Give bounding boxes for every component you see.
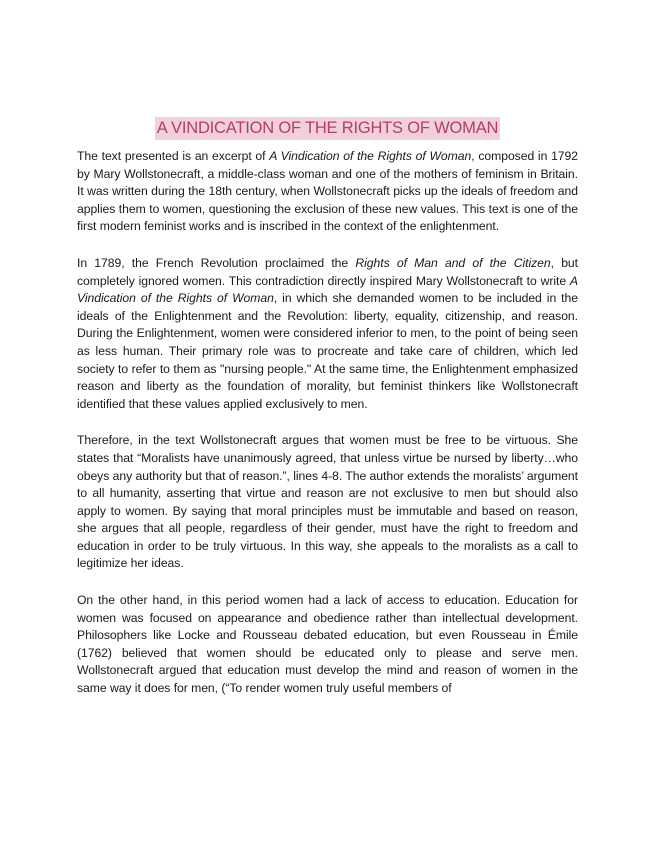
document-title	[0, 104, 655, 141]
paragraph-text: On the other hand, in this period women had a lack of access to education. Education for women was focused on appearance and obedience rather than intellectual development. Philosophers like Locke and Rousseau debated education, but even Rousseau in Émile (1762) believed that women should be educated only to please and serve men. Wollstonecraft argued that education must develop the mind and reason of women in the same way it does for men, (“To render women truly useful members of	[77, 593, 578, 696]
document-body	[77, 148, 578, 717]
paragraph-text: , but completely ignored women. This contradiction directly inspired Mary Wollstonecraft to write	[77, 255, 578, 288]
paragraph-argument	[77, 432, 578, 573]
paragraph-text: , in which she demanded women to be included in the ideals of the Enlightenment and the Revolution: liberty, equality, citizenship, and reason. During the Enlightenment, women were considered inferior to men, to the point of being seen as less human. Their primary role was to procreate and take care of children, which led society to refer to them as "nursing people." At the same time, the Enlightenment emphasized reason and liberty as the foundation of morality, but feminist thinkers like Wollstonecraft identified that these values applied exclusively to men.	[77, 291, 578, 411]
paragraph-text: , composed in 1792 by Mary Wollstonecraft, a middle-class woman and one of the mothers of feminism in Britain. It was written during the 18th century, when Wollstonecraft picks up the ideals of freedom and applies them to women, questioning the exclusion of these new values. This text is one of the first modern feminist works and is inscribed in the context of the enlightenment.	[77, 149, 578, 234]
book-title: A Vindication of the Rights of Woman	[269, 149, 472, 163]
declaration-title: Rights of Man and of the Citizen	[355, 255, 551, 270]
paragraph-context	[77, 255, 578, 413]
book-title: A Vindication of the Rights of Woman	[77, 273, 578, 306]
paragraph-education	[77, 592, 578, 698]
document-title-text: A VINDICATION OF THE RIGHTS OF WOMAN	[155, 117, 500, 140]
paragraph-text: The text presented is an excerpt of	[77, 149, 270, 163]
paragraph-text: Therefore, in the text Wollstonecraft argues that women must be free to be virtuous. She states that “Moralists have unanimously agreed, that unless virtue be nursed by liberty…who obeys any authority but that of reason.”, lines 4-8. The author extends the moralists’ argument to all humanity, asserting that virtue and reason are not exclusive to men but should also apply to women. By saying that moral principles must be immutable and based on reason, she argues that all people, regardless of their gender, must have the right to freedom and education in order to be truly virtuous. In this way, she appeals to the moralists as a call to legitimize her ideas.	[77, 433, 578, 571]
paragraph-text: In 1789, the French Revolution proclaimed the	[77, 255, 356, 270]
paragraph-intro	[77, 148, 578, 236]
